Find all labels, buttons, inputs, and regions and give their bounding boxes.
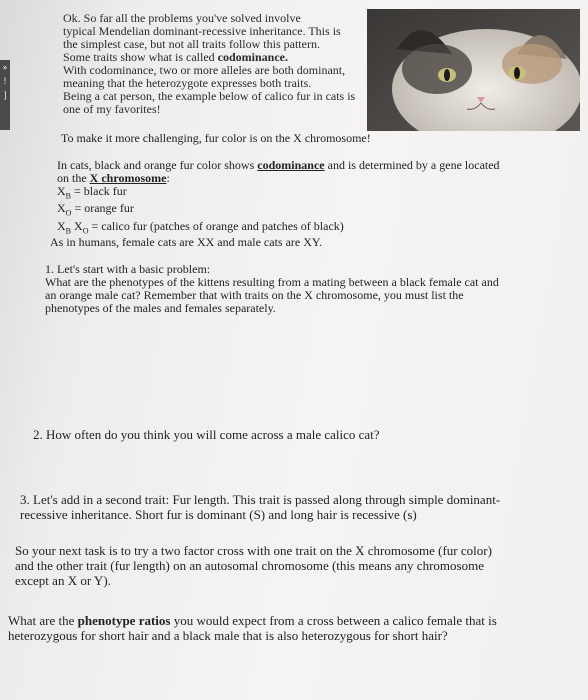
challenge-text: To make it more challenging, fur color is on the X chromosome! [61, 131, 371, 145]
humans-text: As in humans, female cats are XX and male cats are XY. [50, 235, 323, 249]
genotype-black [57, 185, 500, 202]
cats-text: on the [57, 171, 87, 185]
intro-line-text: Some traits show what is called [63, 50, 215, 64]
q3-line: 3. Let's add in a second trait: Fur length. This trait is passed along through simple dominant- [20, 492, 501, 507]
edge-mark: ] [3, 90, 7, 100]
question-1 [45, 263, 499, 315]
allele-sub: O [82, 226, 89, 236]
task-paragraph [15, 543, 492, 588]
genotype-desc: = calico fur (patches of orange and patches of black) [91, 218, 344, 233]
intro-line: one of my favorites! [63, 102, 161, 116]
allele-sub: B [65, 226, 72, 236]
genotype-orange [57, 202, 500, 219]
allele-x: X [74, 218, 83, 233]
task-line: So your next task is to try a two factor cross with one trait on the X chromosome (fur color) [15, 543, 492, 558]
intro-line: Being a cat person, the example below of calico fur in cats is [63, 89, 356, 103]
q1-line: 1. Let's start with a basic problem: [45, 262, 211, 276]
q1-line: What are the phenotypes of the kittens resulting from a mating between a black female cat and [45, 275, 499, 289]
edge-mark: » [2, 62, 8, 72]
cat-image [367, 9, 580, 131]
final-question [8, 613, 497, 643]
codominance-underlined: codominance [257, 158, 325, 172]
allele-sub: O [65, 208, 72, 218]
allele-x: X [57, 184, 66, 198]
cats-text: In cats, black and orange fur color shows [57, 158, 255, 172]
final-line-2: heterozygous for short hair and a black male that is also heterozygous for short hair? [8, 628, 448, 643]
intro-paragraph [63, 12, 358, 116]
x-chromosome-underlined: X chromosome [89, 171, 167, 185]
phenotype-ratios-term: phenotype ratios [77, 613, 171, 628]
edge-mark: ! [3, 76, 7, 86]
question-3 [20, 492, 500, 522]
calico-cat-photo [367, 9, 580, 131]
q3-line: recessive inheritance. Short fur is dominant (S) and long hair is recessive (s) [20, 507, 417, 522]
q1-line: phenotypes of the males and females separately. [45, 301, 276, 315]
allele-sub: B [65, 191, 72, 201]
genotype-desc: = black fur [74, 184, 127, 198]
allele-x: X [57, 218, 66, 233]
final-text: you would expect from a cross between a calico female that is [173, 613, 497, 628]
task-line: except an X or Y). [15, 573, 111, 588]
cats-paragraph [57, 159, 500, 237]
left-edge-strip [0, 60, 10, 130]
task-line: and the other trait (fur length) on an autosomal chromosome (this means any chromosome [15, 558, 484, 573]
intro-line: Ok. So far all the problems you've solved involve [63, 11, 301, 25]
intro-line: typical Mendelian dominant-recessive inheritance. This is [63, 24, 341, 38]
final-line-1 [8, 613, 497, 628]
intro-line: With codominance, two or more alleles are both dominant, [63, 63, 346, 77]
intro-line: meaning that the heterozygote expresses both traits. [63, 76, 312, 90]
question-2: 2. How often do you think you will come across a male calico cat? [33, 427, 380, 442]
allele-x: X [57, 201, 66, 216]
codominance-term: codominance. [217, 50, 288, 64]
q1-line: an orange male cat? Remember that with traits on the X chromosome, you must list the [45, 288, 464, 302]
cats-text: : [166, 171, 170, 185]
genotype-desc: = orange fur [74, 201, 134, 216]
final-text: What are the [8, 613, 75, 628]
intro-line: the simplest case, but not all traits follow this pattern. [63, 37, 320, 51]
cats-text: and is determined by a gene located [327, 158, 500, 172]
